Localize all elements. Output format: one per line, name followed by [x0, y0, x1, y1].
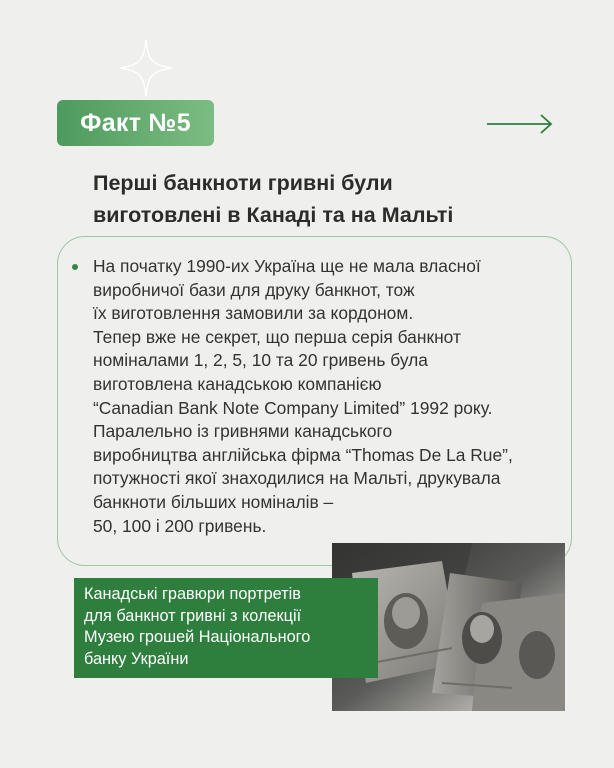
headline-line: виготовлені в Канаді та на Мальті: [93, 203, 454, 227]
body-line: 50, 100 і 200 гривень.: [93, 515, 267, 536]
body-line: номіналами 1, 2, 5, 10 та 20 гривень була: [93, 350, 428, 371]
body-line: виготовлена канадською компанією: [93, 373, 382, 394]
body-line: банкноти більших номіналів –: [93, 491, 334, 512]
fact-label: Факт №5: [80, 108, 191, 137]
caption-line: Музею грошей Національного: [84, 628, 311, 646]
bullet-dot-icon: [72, 264, 78, 270]
fact-badge: [57, 100, 214, 146]
body-line: виробництва англійська фірма “Thomas De La Rue”,: [93, 444, 513, 465]
headline: [93, 167, 593, 231]
caption-line: банку України: [84, 649, 189, 668]
headline-line: Перші банкноти гривні були: [93, 171, 393, 195]
body-line: їх виготовлення замовили за кордоном.: [93, 303, 414, 324]
body-line: Паралельно із гривнями канадського: [93, 421, 393, 442]
body-line: “Canadian Bank Note Company Limited” 1992 року.: [93, 397, 493, 418]
sparkle-icon: [118, 38, 174, 98]
body-line: На початку 1990-их Україна ще не мала власної: [93, 256, 481, 276]
body-line: потужності якої знаходилися на Мальті, друкувала: [93, 468, 501, 489]
photo-caption: [74, 578, 378, 678]
caption-line: Канадські гравюри портретів: [84, 585, 301, 603]
body-line: Тепер вже не секрет, що перша серія банкнот: [93, 326, 461, 347]
body-text: [93, 255, 573, 538]
caption-line: для банкнот гривні з колекції: [84, 606, 302, 625]
arrow-right-icon[interactable]: [486, 113, 554, 135]
body-line: виробничої бази для друку банкнот, тож: [93, 279, 415, 300]
